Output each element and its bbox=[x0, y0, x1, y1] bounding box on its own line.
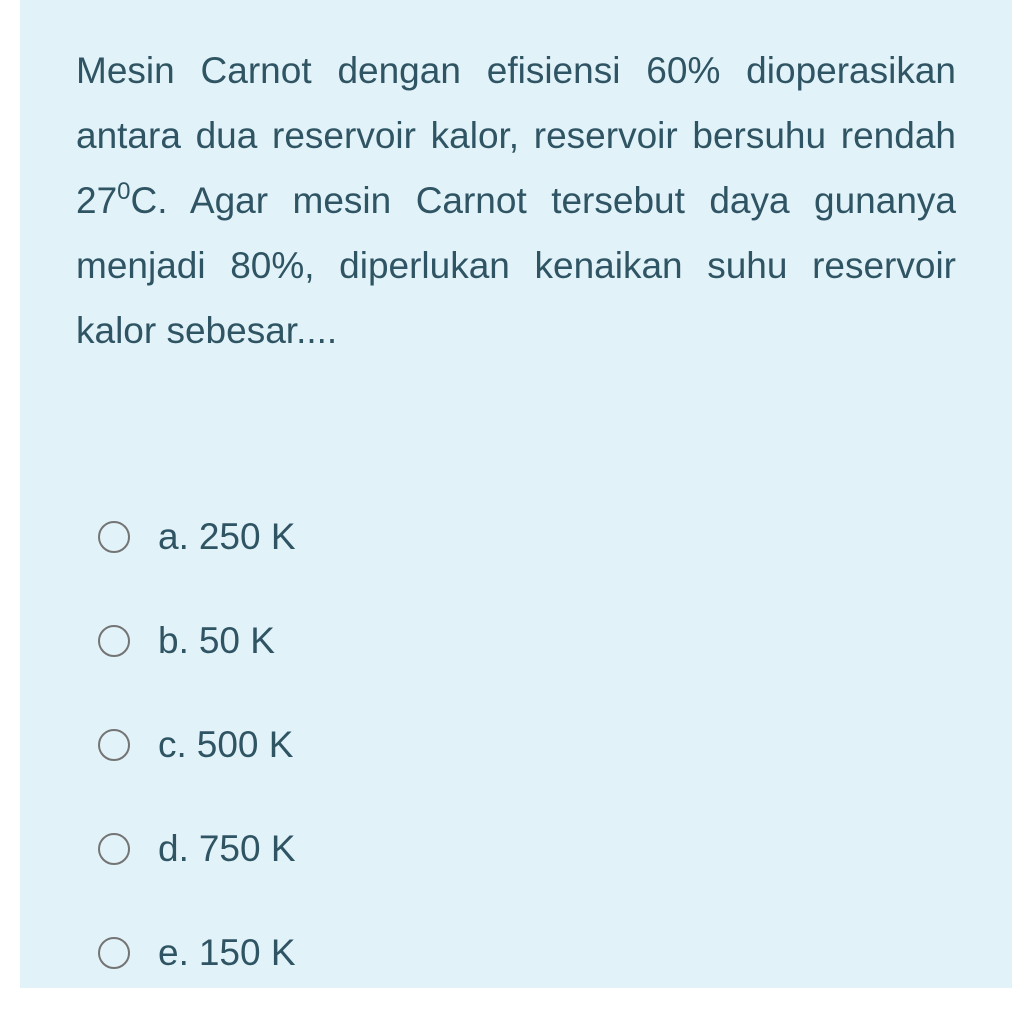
radio-button-d[interactable] bbox=[98, 833, 130, 865]
question-text bbox=[76, 38, 956, 363]
option-c-letter: c. bbox=[158, 724, 187, 765]
option-d[interactable] bbox=[98, 819, 698, 879]
radio-button-b[interactable] bbox=[98, 625, 130, 657]
option-b-label[interactable] bbox=[158, 620, 275, 662]
option-a-label[interactable] bbox=[158, 516, 296, 558]
option-c-label[interactable] bbox=[158, 724, 293, 766]
option-e[interactable] bbox=[98, 923, 698, 983]
option-d-label[interactable] bbox=[158, 828, 296, 870]
option-e-value: 150 K bbox=[198, 932, 296, 973]
question-text-part2: C. Agar mesin Carnot tersebut daya gunanya menjadi 80%, diperlukan kenaikan suhu reservoir kalor sebesar.... bbox=[76, 180, 956, 351]
question-card bbox=[20, 0, 1012, 988]
option-a[interactable] bbox=[98, 507, 698, 567]
option-a-letter: a. bbox=[158, 516, 189, 557]
answer-options bbox=[98, 507, 698, 1027]
option-b-value: 50 K bbox=[198, 620, 275, 661]
radio-button-c[interactable] bbox=[98, 729, 130, 761]
option-d-letter: d. bbox=[158, 828, 189, 869]
option-c-value: 500 K bbox=[196, 724, 294, 765]
radio-button-e[interactable] bbox=[98, 937, 130, 969]
option-a-value: 250 K bbox=[198, 516, 296, 557]
option-c[interactable] bbox=[98, 715, 698, 775]
option-e-letter: e. bbox=[158, 932, 189, 973]
radio-button-a[interactable] bbox=[98, 521, 130, 553]
option-e-label[interactable] bbox=[158, 932, 296, 974]
option-b-letter: b. bbox=[158, 620, 189, 661]
option-d-value: 750 K bbox=[198, 828, 296, 869]
question-text-part1: Mesin Carnot dengan efisiensi 60% dioperasikan antara dua reservoir kalor, reservoir bersuhu rendah 27 bbox=[76, 50, 956, 221]
degree-superscript: 0 bbox=[117, 178, 131, 205]
option-b[interactable] bbox=[98, 611, 698, 671]
